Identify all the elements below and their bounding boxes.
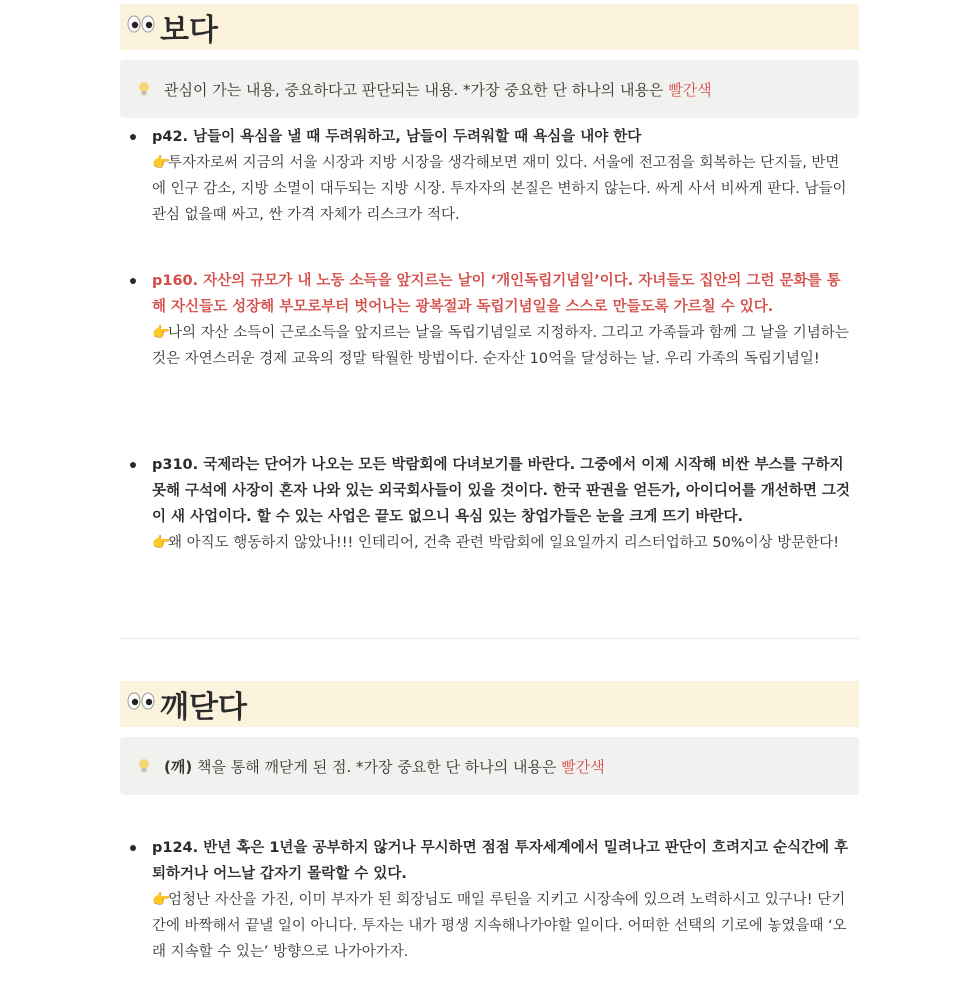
pointing-hand-icon: 👉 — [152, 155, 171, 171]
callout-box — [120, 737, 859, 795]
callout-text: 관심이 가는 내용, 중요하다고 판단되는 내용. *가장 중요한 단 하나의 내용은 빨간색 — [164, 80, 712, 99]
list-item — [130, 124, 850, 228]
bullet-icon — [130, 845, 136, 851]
lightbulb-icon — [136, 81, 152, 97]
bullet-icon — [130, 134, 136, 140]
pointing-hand-icon: 👉 — [152, 325, 171, 341]
divider — [120, 638, 859, 639]
reader-comment: 👉왜 아직도 행동하지 않았나!!! 인테리어, 건축 관련 박람회에 일요일까지 리스터업하고 50%이상 방문한다! — [152, 530, 850, 556]
eyes-icon — [126, 14, 156, 40]
section-title: 보다 — [160, 13, 218, 48]
eyes-icon — [126, 691, 156, 717]
bullet-icon — [130, 278, 136, 284]
callout-box — [120, 60, 859, 118]
section-heading-kkae-dat-da — [120, 681, 859, 727]
section-title: 깨닫다 — [160, 690, 247, 725]
book-quote: p160. 자산의 규모가 내 노동 소득을 앞지르는 날이 ‘개인독립기념일’이다. 자녀들도 집안의 그런 문화를 통해 자신들도 성장해 부모로부터 벗어나는 광복절과 독립기념일을 스스로 만들도록 가르칠 수 있다. — [152, 273, 841, 315]
reader-comment: 👉투자자로써 지금의 서울 시장과 지방 시장을 생각해보면 재미 있다. 서울에 전고점을 회복하는 단지들, 반면에 인구 감소, 지방 소멸이 대두되는 지방 시장. 투자자의 본질은 변하지 않는다. 싸게 사서 비싸게 판다. 남들이 관심 없을때 싸고, 싼 가격 자체가 리스크가 적다. — [152, 150, 850, 228]
book-quote: p310. 국제라는 단어가 나오는 모든 박람회에 다녀보기를 바란다. 그중에서 이제 시작해 비싼 부스를 구하지 못해 구석에 사장이 혼자 나와 있는 외국회사들이 있을 것이다. 한국 판권을 얻든가, 아이디어를 개선하면 그것이 새 사업이다. 할 수 있는 사업은 끝도 없으니 욕심 있는 창업가들은 눈을 크게 뜨기 바란다. — [152, 457, 850, 525]
section-heading-bo-da — [120, 4, 859, 50]
pointing-hand-icon: 👉 — [152, 892, 171, 908]
bullet-icon — [130, 462, 136, 468]
callout-text: (깨) 책을 통해 깨닫게 된 점. *가장 중요한 단 하나의 내용은 빨간색 — [164, 757, 605, 776]
book-quote: p42. 남들이 욕심을 낼 때 두려워하고, 남들이 두려워할 때 욕심을 내야 한다 — [152, 129, 642, 145]
highlight-red-word: 빨간색 — [561, 757, 605, 776]
reader-comment: 👉엄청난 자산을 가진, 이미 부자가 된 회장님도 매일 루틴을 지키고 시장속에 있으려 노력하시고 있구나! 단기간에 바짝해서 끝낼 일이 아니다. 투자는 내가 평생 지속해나가야할 일이다. 어떠한 선택의 기로에 놓였을때 ‘오래 지속할 수 있는’ 방향으로 나가아가자. — [152, 887, 850, 965]
pointing-hand-icon: 👉 — [152, 535, 171, 551]
highlight-red-word: 빨간색 — [668, 80, 712, 99]
list-item — [130, 268, 850, 372]
lightbulb-icon — [136, 758, 152, 774]
book-quote: p124. 반년 혹은 1년을 공부하지 않거나 무시하면 점점 투자세계에서 밀려나고 판단이 흐려지고 순식간에 후퇴하거나 어느날 갑자기 몰락할 수 있다. — [152, 840, 849, 882]
list-item — [130, 452, 850, 556]
reader-comment: 👉나의 자산 소득이 근로소득을 앞지르는 날을 독립기념일로 지정하자. 그리고 가족들과 함께 그 날을 기념하는 것은 자연스러운 경제 교육의 정말 탁월한 방법이다. 순자산 10억을 달성하는 날. 우리 가족의 독립기념일! — [152, 320, 850, 372]
list-item — [130, 835, 850, 965]
